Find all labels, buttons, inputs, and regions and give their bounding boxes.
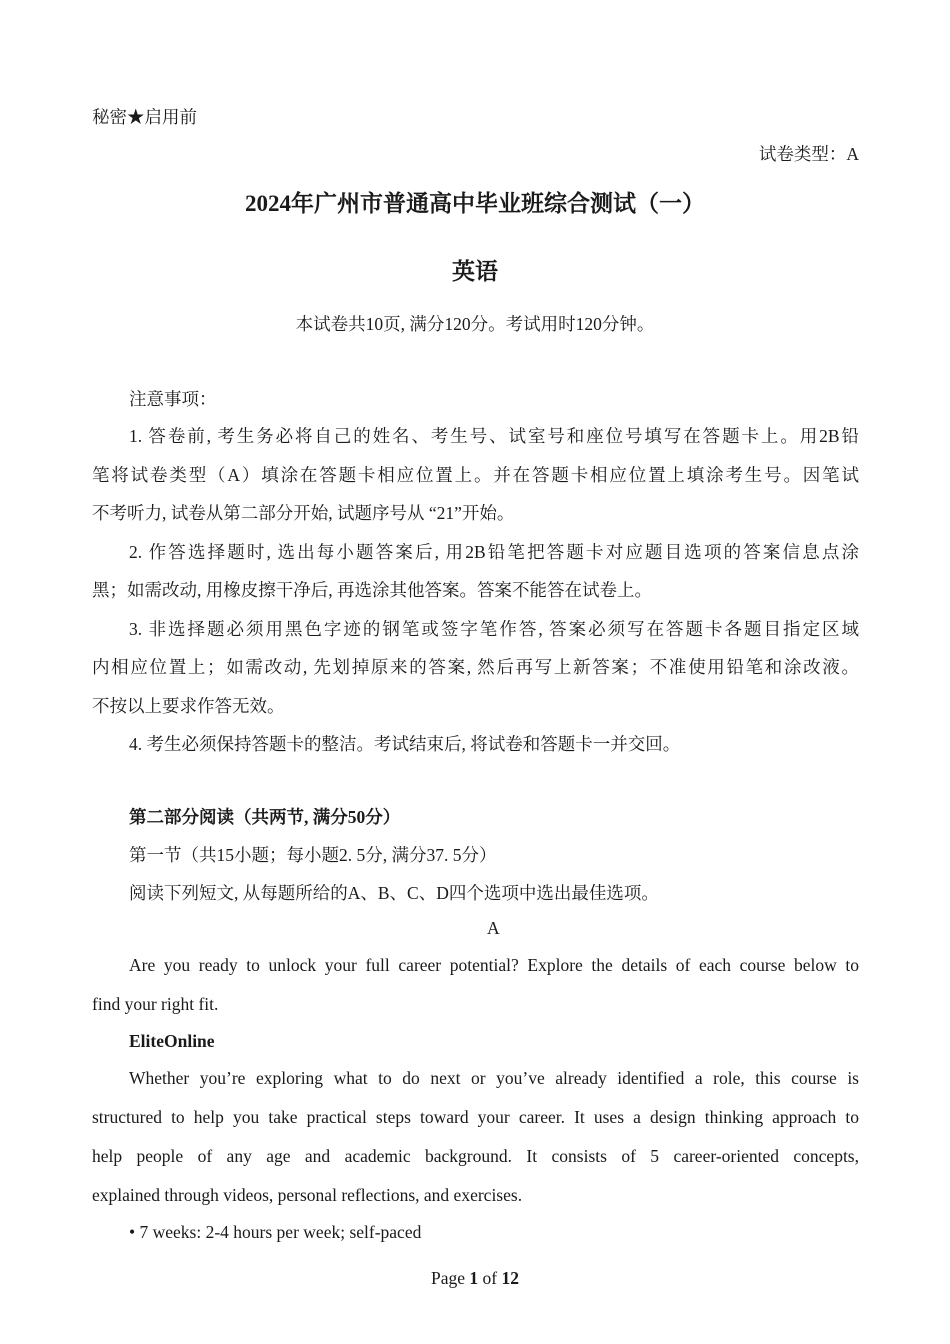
note-item-2-line-2: 黑；如需改动, 用橡皮擦干净后, 再选涂其他答案。答案不能答在试卷上。 [92, 580, 652, 600]
page-total: 12 [501, 1268, 519, 1288]
exam-title: 2024年广州市普通高中毕业班综合测试（一） [245, 191, 705, 216]
note-item-1-line-3: 不考听力, 试卷从第二部分开始, 试题序号从 “21”开始。 [92, 503, 515, 523]
page-number: 1 [469, 1268, 479, 1288]
notes-heading: 注意事项： [129, 389, 217, 409]
paper-type-label: 试卷类型：A [758, 144, 859, 164]
intro-line-1: Are you ready to unlock your full career potential? Explore the details of each course below to [129, 955, 859, 975]
part2-heading: 第二部分阅读（共两节, 满分50分） [129, 807, 401, 827]
course-desc-line-3: help people of any age and academic background. It consists of 5 career-oriented concepts, [92, 1146, 859, 1166]
subject-title: 英语 [452, 259, 498, 284]
page-word: Page [431, 1268, 466, 1288]
section1-heading: 第一节（共15小题；每小题2. 5分, 满分37. 5分） [129, 845, 497, 865]
note-item-1-line-1: 1. 答卷前, 考生务必将自己的姓名、考生号、试室号和座位号填写在答题卡上。用2B铅 [129, 426, 859, 446]
intro-line-2: find your right fit. [92, 994, 219, 1014]
exam-info: 本试卷共10页, 满分120分。考试用时120分钟。 [295, 314, 655, 334]
passage-label: A [487, 918, 500, 938]
course-desc-line-2: structured to help you take practical steps toward your career. It uses a design thinking approach to [92, 1107, 859, 1127]
of-word: of [482, 1268, 498, 1288]
confidential-mark: 秘密★启用前 [92, 107, 197, 127]
course-desc-line-4: explained through videos, personal reflections, and exercises. [92, 1185, 523, 1205]
note-item-3-line-3: 不按以上要求作答无效。 [92, 696, 285, 716]
note-item-4: 4. 考生必须保持答题卡的整洁。考试结束后, 将试卷和答题卡一并交回。 [129, 734, 681, 754]
note-item-3-line-2: 内相应位置上；如需改动, 先划掉原来的答案, 然后再写上新答案；不准使用铅笔和涂改液。 [92, 657, 859, 677]
note-item-2-line-1: 2. 作答选择题时, 选出每小题答案后, 用2B铅笔把答题卡对应题目选项的答案信息点涂 [129, 542, 859, 562]
course-name: EliteOnline [129, 1031, 215, 1051]
page-footer [0, 1268, 950, 1289]
note-item-1-line-2: 笔将试卷类型（A）填涂在答题卡相应位置上。并在答题卡相应位置上填涂考生号。因笔试 [92, 465, 859, 485]
course-desc-line-1: Whether you’re exploring what to do next or you’ve already identified a role, this course is [129, 1068, 859, 1088]
course-bullet: • 7 weeks: 2-4 hours per week; self-paced [129, 1222, 422, 1242]
note-item-3-line-1: 3. 非选择题必须用黑色字迹的钢笔或签字笔作答, 答案必须写在答题卡各题目指定区域 [129, 619, 859, 639]
reading-instruction: 阅读下列短文, 从每题所给的A、B、C、D四个选项中选出最佳选项。 [129, 883, 659, 903]
